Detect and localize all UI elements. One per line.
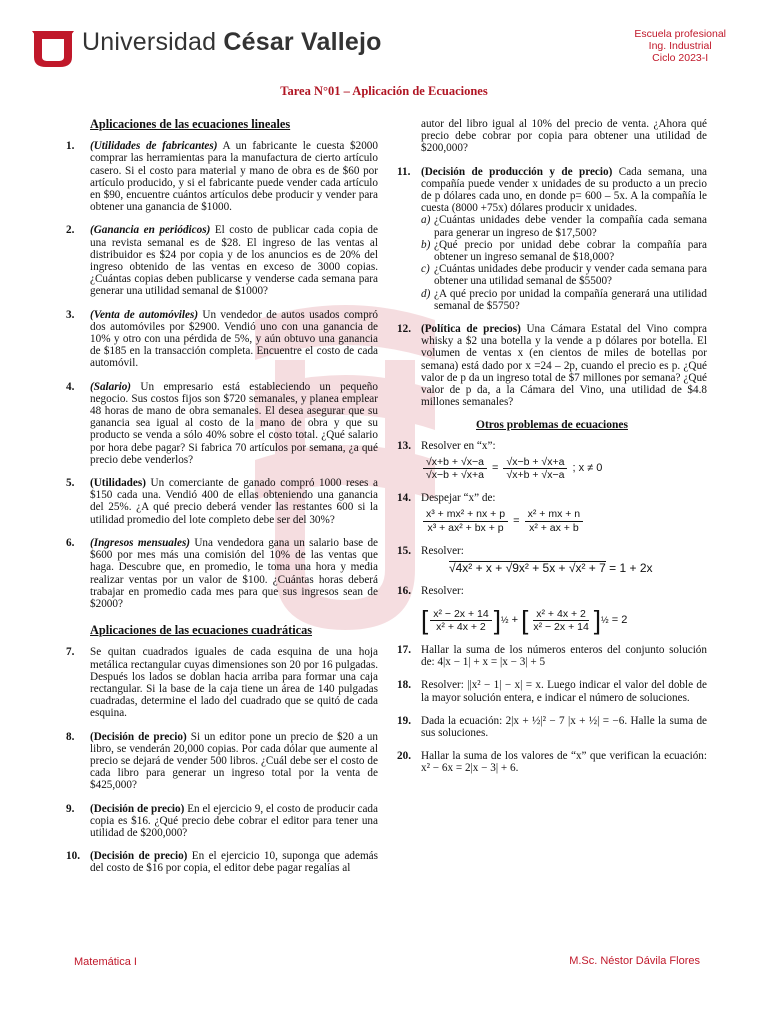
sub-text: ¿Cuántas unidades debe vender la compañía cada semana para generar un ingreso de $17,500? — [434, 214, 707, 239]
equation-rhs: = 2 — [611, 614, 628, 627]
section-heading-cuadraticas: Aplicaciones de las ecuaciones cuadráticas — [90, 623, 313, 638]
school-line-1: Escuela profesional — [634, 28, 726, 40]
problem-tag: (Salario) — [90, 380, 132, 393]
problem-text: Cada semana, una compañía puede vender x unidades de su producto a un precio de p dólares cada uno, en donde p= 600 – 5x. A la compañía le cuesta (8000 +75x) dólares producir x unidades. — [421, 165, 708, 215]
problem-number: 9. — [66, 802, 75, 815]
problem-number: 15. — [397, 544, 411, 557]
problem-number: 8. — [66, 730, 75, 743]
problem-19 — [397, 715, 707, 739]
footer-teacher: M.Sc. Néstor Dávila Flores — [569, 955, 700, 967]
problem-text: autor del libro igual al 10% del precio de venta. ¿Ahora qué precio debe cobrar por copia para obtener una utilidad de $200,000? — [421, 118, 707, 155]
sub-text: ¿A qué precio por unidad la compañía generará una utilidad semanal de $5750? — [434, 287, 707, 312]
problem-number: 16. — [397, 585, 411, 598]
section-heading-lineales: Aplicaciones de las ecuaciones lineales — [90, 117, 291, 131]
footer-course: Matemática I — [74, 956, 137, 968]
sub-question-a — [421, 214, 707, 238]
problem-14 — [397, 492, 707, 534]
problem-17 — [397, 644, 707, 668]
problem-9 — [66, 803, 378, 840]
sub-text: ¿Qué precio por unidad debe cobrar la compañía para obtener un ingreso semanal de $18,000? — [434, 238, 707, 264]
problem-tag: (Venta de automóviles) — [90, 308, 199, 321]
problem-text: Un empresario está estableciendo un pequeño negocio. Sus costos fijos son $720 semanales, y planea emplear 48 horas de mano de obra semanales. El desea asegurar que su ganancia sea igual al costo de la mano de obra y que su producto se venda a sólo 40% sobre el costo total. ¿Qué salario por hora debe pagar? Si fabrica 70 artículos por semana, ¿a qué precio debe venderlos? — [90, 380, 378, 466]
problem-8 — [66, 731, 378, 792]
problem-number: 12. — [397, 323, 411, 336]
equation-15: √4x² + x + √9x² + 5x + √x² + 7 = 1 + 2x — [449, 560, 653, 576]
equation-16: [ $\frac{\text{x² − 2x + 14}}{\text{x² + 4x + 2}}$ ] ½ + [ $\frac{\text{x² + 4x + 2}}{\text{x² − 2x + 14}}$ ] ½ = 2 — [421, 605, 628, 636]
problem-text: Resolver: — [421, 544, 464, 557]
problem-number: 1. — [66, 140, 75, 153]
problem-text: Resolver: — [421, 585, 464, 598]
problem-6 — [66, 537, 378, 610]
university-logo-icon — [30, 27, 76, 69]
problem-tag: (Ganancia en periódicos) — [90, 224, 211, 237]
problem-text: Resolver en “x”: — [421, 439, 496, 452]
problem-text: Una Cámara Estatal del Vino compra whisky a $2 una botella y la vende a p dólares por botella. El volumen de ventas x (en cientos de miles de botellas por semana) está dado por x =24 – 2p, cuando el precio es p. ¿Qué valor de p da un ingreso total de $7 millones por semana? ¿Qué valor de p da, a la Cámara del Vino, una utilidad de $4.8 millones semanales? — [421, 323, 707, 409]
problem-number: 20. — [397, 750, 411, 763]
problem-number: 13. — [397, 439, 411, 452]
school-info — [634, 28, 726, 64]
problem-5 — [66, 477, 378, 526]
problem-text: Despejar “x” de: — [421, 492, 496, 505]
problem-number: 7. — [66, 646, 75, 659]
problem-text: En el ejercicio 9, el costo de producir cada copia es $16. ¿Qué precio debe cobrar el editor para tener una utilidad de $200,000? — [90, 802, 378, 839]
equation-14: $\frac{\text{x³ + mx² + nx + p}}{\text{x³ + ax² + bx + p}}$ = $\frac{\text{x² + mx + n}}{\text{x² + ax + b}}$ — [421, 508, 707, 533]
school-line-3: Ciclo 2023-I — [652, 52, 709, 64]
problem-tag: (Utilidades de fabricantes) — [90, 140, 218, 153]
problem-3 — [66, 309, 378, 370]
problem-15 — [397, 545, 707, 574]
problem-tag: (Utilidades) — [90, 477, 146, 490]
left-column — [66, 118, 378, 886]
problem-text: En el ejercicio 10, suponga que además del costo de $16 por copia, el editor debe pagar regalías al — [90, 850, 378, 875]
problem-12 — [397, 323, 707, 408]
problem-number: 5. — [66, 477, 75, 490]
problem-text: A un fabricante le cuesta $2000 comprar las herramientas para la manufactura de cierto artículo casero. Si el costo para material y mano de obra es de $60 por artículo producido, y si el fabricante puede vender cada artículo en $90, encuentre cuántos artículos debe producir y vender para obtener una ganancia de $1000. — [90, 140, 378, 214]
sub-question-b — [421, 239, 707, 263]
problem-text: Un vendedor de autos usados compró dos automóviles por $2900. Vendió uno con una ganancia de 10% y otro con una pérdida de 5%, y aún obtuvo una ganancia de $185 en la transacción completa. Encuentre el costo de cada automóvil. — [90, 308, 379, 370]
problem-number: 17. — [397, 643, 411, 656]
problem-10 — [66, 850, 378, 874]
sub-letter: d) — [421, 287, 431, 300]
problem-number: 6. — [66, 536, 75, 549]
problem-10-continued — [421, 118, 707, 155]
problem-tag: (Decisión de producción y de precio) — [421, 165, 613, 178]
problem-text: Una vendedora gana un salario base de $600 por mes más una comisión del 10% de las ventas que haga. Descubre que, en promedio, le toma una hora y media realizar ventas por un valor de $100. ¿Cuántas horas deberá trabajar en promedio cada mes para que sus ingresos sean de $2000? — [90, 536, 379, 610]
problem-tag: (Política de precios) — [421, 323, 521, 336]
sub-question-d — [421, 288, 707, 312]
sub-question-c — [421, 263, 707, 287]
problem-number: 10. — [66, 850, 80, 863]
problem-7 — [66, 646, 378, 719]
task-title: Tarea N°01 – Aplicación de Ecuaciones — [280, 84, 488, 98]
sub-letter: c) — [421, 263, 430, 276]
school-line-2: Ing. Industrial — [648, 40, 712, 52]
sub-text: ¿Cuántas unidades debe producir y vender cada semana para obtener una utilidad semanal de $5500? — [434, 263, 707, 288]
problem-4 — [66, 381, 378, 466]
problem-text: Si un editor pone un precio de $20 a un libro, se venderán 20,000 copias. Por cada dólar que aumente al precio se dejará de vender 500 libros. ¿Cuál debe ser el costo de cada libro para generar un ingreso total por la venta de $425,000? — [90, 730, 378, 792]
problem-text: El costo de publicar cada copia de una revista semanal es de $28. El ingreso de las ventas al distribuidor es $24 por copia y de los anuncios es de 20% del ingreso obtenido de las ventas en exceso de 3000 copias. ¿Cuántas copias deben publicarse y venderse cada semana para generar una utilidad semanal de $1000? — [90, 224, 378, 298]
problem-text: Hallar la suma de los números enteros del conjunto solución de: 4|x − 1| + x = |x − 3| + 5 — [421, 643, 707, 669]
equation-13: $\frac{√x+b + √x-a}{√x-b + √x+a}$ = $\frac{√x-b + √x+a}{√x+b + √x-a}$ ; x ≠ 0 — [421, 456, 707, 481]
problem-1 — [66, 140, 378, 213]
problem-tag: (Decisión de precio) — [90, 802, 185, 815]
problem-11 — [397, 166, 707, 312]
problem-13 — [397, 440, 707, 482]
problem-16 — [397, 585, 707, 636]
problem-number: 3. — [66, 308, 75, 321]
sub-letter: a) — [421, 214, 431, 227]
right-column — [397, 118, 707, 786]
problem-number: 2. — [66, 224, 75, 237]
problem-number: 14. — [397, 492, 411, 505]
problem-tag: (Decisión de precio) — [90, 730, 187, 743]
problem-20 — [397, 750, 707, 774]
problem-2 — [66, 224, 378, 297]
sub-letter: b) — [421, 238, 431, 251]
problem-tag: (Decisión de precio) — [90, 850, 188, 863]
university-name: Universidad César Vallejo — [82, 28, 382, 56]
problem-text: Dada la ecuación: 2|x + ½|² − 7 |x + ½| = −6. Halle la suma de sus soluciones. — [421, 714, 707, 739]
problem-tag: (Ingresos mensuales) — [90, 536, 191, 549]
equation-condition: ; x ≠ 0 — [572, 462, 603, 475]
problem-text: Resolver: ||x² − 1| − x| = x. Luego indicar el valor del doble de la mayor solución entera, e indicar el número de soluciones. — [421, 679, 707, 704]
problem-text: Hallar la suma de los valores de “x” que verifican la ecuación: x² − 6x = 2|x − 3| + 6. — [421, 750, 707, 775]
equation-rhs: = 1 + 2x — [609, 560, 653, 575]
problem-number: 19. — [397, 714, 411, 727]
problem-number: 4. — [66, 380, 75, 393]
section-heading-otros: Otros problemas de ecuaciones — [476, 419, 628, 432]
problem-number: 11. — [397, 165, 411, 178]
problem-text: Un comerciante de ganado compró 1000 reses a $150 cada una. Vendió 400 de ellas obteniendo una ganancia del 25%. ¿A qué precio deberá vender las restantes 600 si la utilidad promedio del lote completo debe ser del 30%? — [90, 477, 378, 526]
problem-text: Se quitan cuadrados iguales de cada esquina de una hoja metálica rectangular cuyas dimensiones son 20 por 16 pulgadas. Después los lados se doblan hacia arriba para formar una caja rectangular. Si la base de la caja tiene un área de 140 pulgadas cuadradas, determine el lado del cuadrado que se quitó de cada esquina. — [90, 646, 378, 720]
problem-number: 18. — [397, 679, 411, 692]
problem-18 — [397, 679, 707, 703]
